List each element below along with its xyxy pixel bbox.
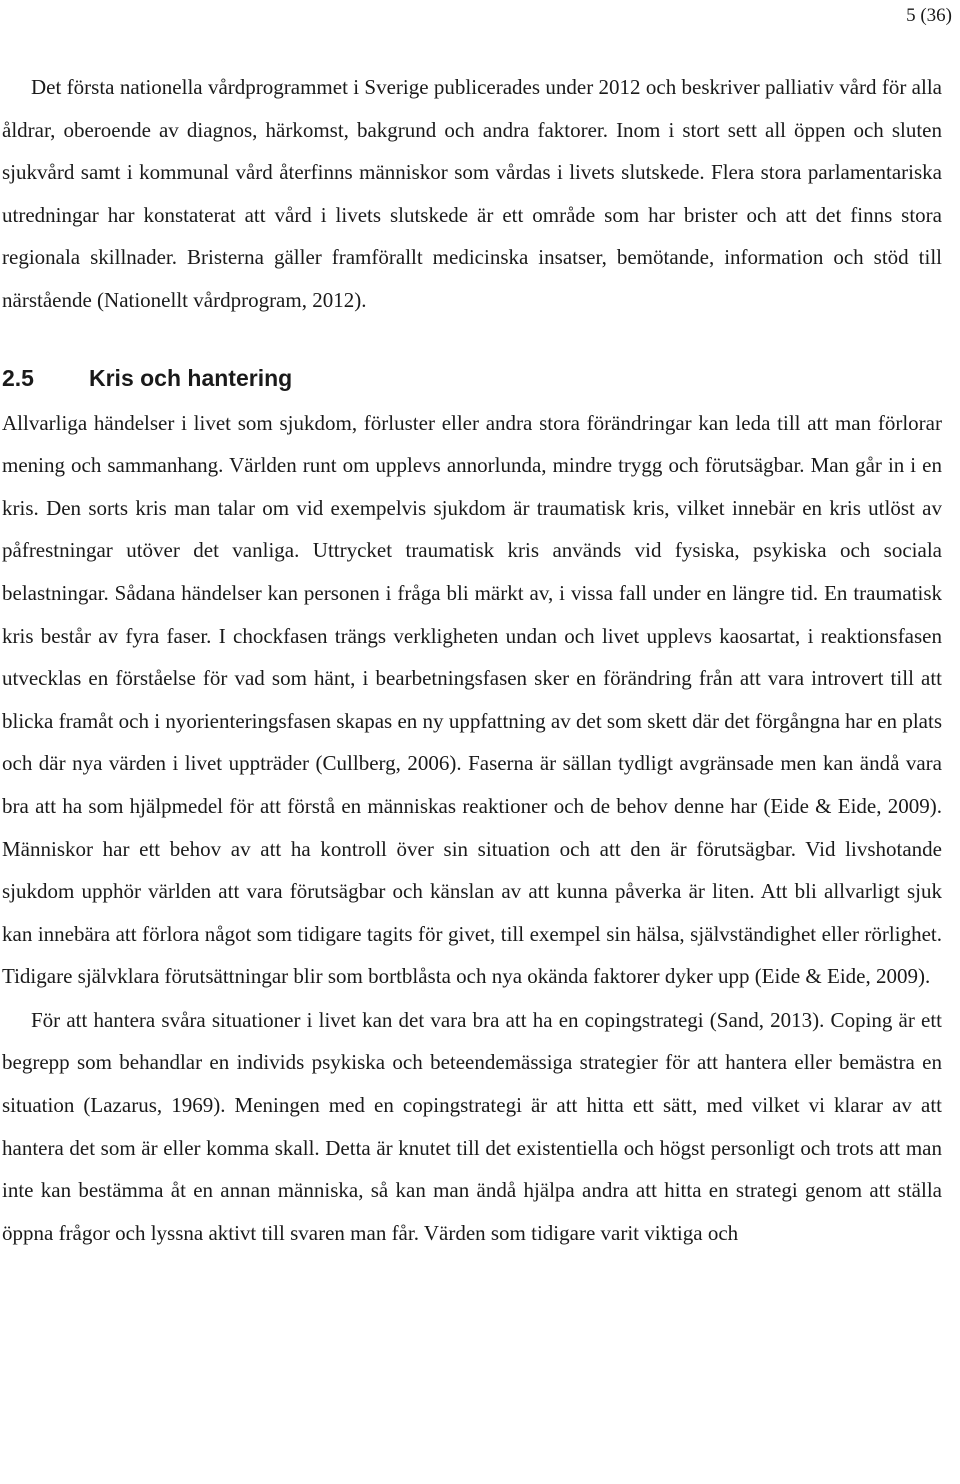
document-body <box>2 66 942 1254</box>
section-number: 2.5 <box>2 364 34 391</box>
section-heading <box>2 358 942 398</box>
paragraph-palliative-care: Det första nationella vårdprogrammet i Sverige publicerades under 2012 och beskriver palliativ vård för alla åldrar, oberoende av diagnos, härkomst, bakgrund och andra faktorer. Inom i stort sett all öppen och sluten sjukvård samt i kommunal vård återfinns människor som vårdas i livets slutskede. Flera stora parlamentariska utredningar har konstaterat att vård i livets slutskede är ett område som har brister och att det finns stora regionala skillnader. Bristerna gäller framförallt medicinska insatser, bemötande, information och stöd till närstående (Nationellt vårdprogram, 2012). <box>2 75 942 312</box>
paragraph-crisis: Allvarliga händelser i livet som sjukdom, förluster eller andra stora förändringar kan leda till att man förlorar mening och sammanhang. Världen runt om upplevs annorlunda, mindre trygg och förutsägbar. Man går in i en kris. Den sorts kris man talar om vid exempelvis sjukdom är traumatisk kris, vilket innebär en kris utlöst av påfrestningar utöver det vanliga. Uttrycket traumatisk kris används vid fysiska, psykiska och sociala belastningar. Sådana händelser kan personen i fråga bli märkt av, i vissa fall under en längre tid. En traumatisk kris består av fyra faser. I chockfasen trängs verkligheten undan och livet upplevs kaosartat, i reaktionsfasen utvecklas en förståelse för vad som hänt, i bearbetningsfasen sker en förändring från att vara introvert till att blicka framåt och i nyorienteringsfasen skapas en ny uppfattning av det som skett där det förgångna har en plats och där nya värden i livet uppträder (Cullberg, 2006). Faserna är sällan tydligt avgränsade men kan ändå vara bra att ha som hjälpmedel för att förstå en människas reaktioner och de behov denne har (Eide & Eide, 2009). Människor har ett behov av att ha kontroll över sin situation och att den är förutsägbar. Vid livshotande sjukdom upphör världen att vara förutsägbar och känslan av att kunna påverka är liten. Att bli allvarligt sjuk kan innebära att förlora något som tidigare tagits för givet, till exempel sin hälsa, självständighet eller rörlighet. Tidigare självklara förutsättningar blir som bortblåsta och nya okända faktorer dyker upp (Eide & Eide, 2009). <box>2 410 942 989</box>
paragraph-coping: För att hantera svåra situationer i livet kan det vara bra att ha en copingstrategi (Sand, 2013). Coping är ett begrepp som behandlar en individs psykiska och beteendemässiga strategier för att hantera eller bemästra en situation (Lazarus, 1969). Meningen med en copingstrategi är att hitta ett sätt, med vilket vi klarar av att hantera det som är eller komma skall. Detta är knutet till det existentiella och högst personligt och trots att man inte kan bestämma åt en annan människa, så kan man ändå hjälpa andra att hitta en strategi genom att ställa öppna frågor och lyssna aktivt till svaren man får. Värden som tidigare varit viktiga och <box>2 1007 942 1245</box>
page-number: 5 (36) <box>906 5 952 26</box>
section-title: Kris och hantering <box>89 364 293 391</box>
